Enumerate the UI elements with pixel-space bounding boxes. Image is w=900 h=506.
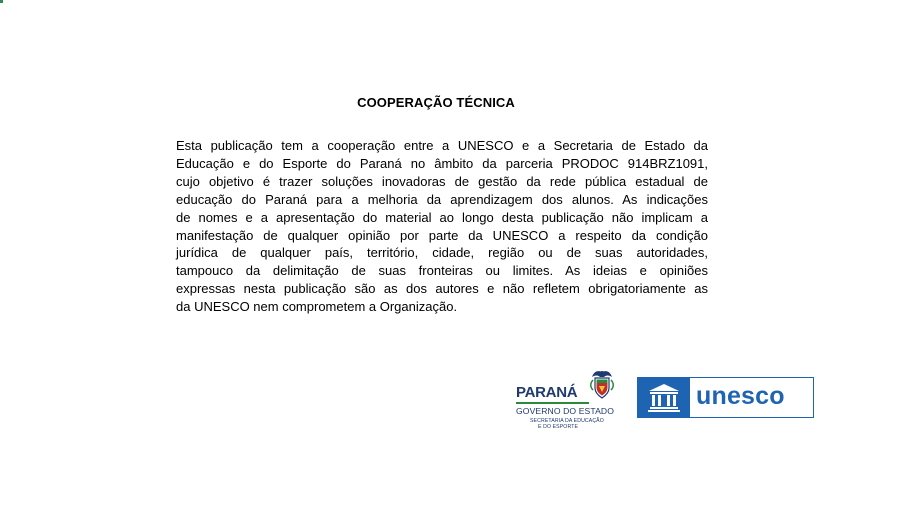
unesco-emblem-block: [638, 378, 690, 417]
unesco-logo: [637, 377, 814, 418]
parana-department-line1: SECRETARIA DA EDUCAÇÃO: [530, 418, 604, 424]
corner-mark: [0, 0, 3, 3]
parana-divider: [516, 402, 589, 404]
parana-department-line2: E DO ESPORTE: [538, 424, 579, 430]
parana-government-logo: [516, 368, 620, 432]
paragraph-line: jurídica de qualquer país, território, cidade, região ou de suas autoridades,: [176, 245, 708, 261]
paragraph-line: tampouco da delimitação de suas fronteiras ou limites. As ideias e opiniões: [176, 263, 708, 279]
parana-wordmark: PARANÁ: [516, 384, 578, 401]
paragraph-line: da UNESCO nem comprometem a Organização.: [176, 299, 458, 315]
cooperation-paragraph: [176, 137, 708, 316]
paragraph-line: Educação e do Esporte do Paraná no âmbito da parceria PRODOC 914BRZ1091,: [176, 155, 708, 171]
page-title: COOPERAÇÃO TÉCNICA: [357, 95, 515, 110]
paragraph-line: cujo objetivo é trazer soluções inovadoras de gestão da rede pública estadual de: [176, 173, 708, 189]
parana-subtitle: GOVERNO DO ESTADO: [516, 406, 614, 416]
unesco-wordmark: unesco: [696, 382, 785, 410]
paragraph-line: Esta publicação tem a cooperação entre a UNESCO e a Secretaria de Estado da: [176, 138, 708, 153]
paragraph-line: expressas nesta publicação são as dos autores e não refletem obrigatoriamente as: [176, 281, 708, 297]
unesco-temple-icon: [638, 378, 690, 417]
paragraph-line: educação do Paraná para a melhoria da aprendizagem dos alunos. As indicações: [176, 191, 708, 207]
paragraph-line: de nomes e a apresentação do material ao longo desta publicação não implicam a: [176, 209, 708, 225]
parana-coat-of-arms-icon: [588, 368, 616, 400]
paragraph-line: manifestação de qualquer opinião por parte da UNESCO a respeito da condição: [176, 227, 708, 243]
